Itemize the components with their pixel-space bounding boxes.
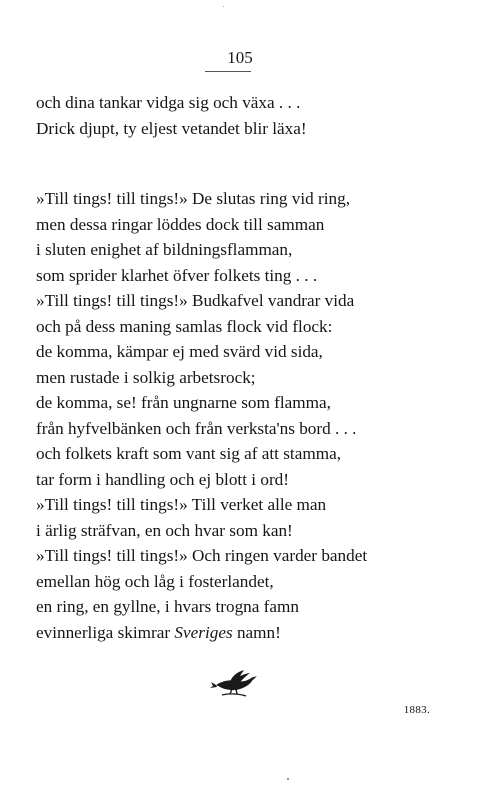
poem-line: »Till tings! till tings!» Budkafvel vandrar vida xyxy=(36,291,355,310)
poem-line-text: namn! xyxy=(232,622,281,642)
poem-line: »Till tings! till tings!» Och ringen varder bandet xyxy=(36,546,368,565)
page-number: 105 xyxy=(227,48,253,67)
speck-top xyxy=(223,6,224,7)
poem-line: »Till tings! till tings!» Till verket alle man xyxy=(36,495,327,514)
bird-vignette-icon xyxy=(210,668,258,700)
poem-line: och på dess maning samlas flock vid flock: xyxy=(36,316,333,336)
poem-line: Drick djupt, ty eljest vetandet blir läxa! xyxy=(36,118,307,138)
poem-line-text: evinnerliga skimrar xyxy=(36,622,175,642)
poem-line: från hyfvelbänken och från verksta'ns bord . . . xyxy=(36,418,357,438)
stanza-2 xyxy=(36,186,450,645)
poem-line: emellan hög och låg i fosterlandet, xyxy=(36,571,274,591)
poem-line: som sprider klarhet öfver folkets ting . . . xyxy=(36,265,318,285)
stanza-1 xyxy=(36,90,450,141)
year: 1883. xyxy=(403,704,430,716)
poem-line: men rustade i solkig arbetsrock; xyxy=(36,367,256,387)
speck-bottom xyxy=(287,778,289,780)
poem-line: de komma, kämpar ej med svärd vid sida, xyxy=(36,342,323,361)
poem-line: och folkets kraft som vant sig af att stamma, xyxy=(36,444,342,463)
emphasized-word: Sveriges xyxy=(174,622,233,642)
poem-line: »Till tings! till tings!» De slutas ring vid ring, xyxy=(36,189,351,208)
poem-line: de komma, se! från ungnarne som flamma, xyxy=(36,393,331,412)
poem-line: i ärlig sträfvan, en och hvar som kan! xyxy=(36,520,293,540)
poem-line: och dina tankar vidga sig och växa . . . xyxy=(36,93,301,112)
poem-line: tar form i handling och ej blott i ord! xyxy=(36,469,289,489)
poem-line-last xyxy=(36,620,450,646)
poem-line: en ring, en gyllne, i hvars trogna famn xyxy=(36,597,299,616)
poem-line: men dessa ringar löddes dock till samman xyxy=(36,214,325,234)
poem-line: i sluten enighet af bildningsflamman, xyxy=(36,240,293,259)
page-number-rule xyxy=(205,71,251,72)
